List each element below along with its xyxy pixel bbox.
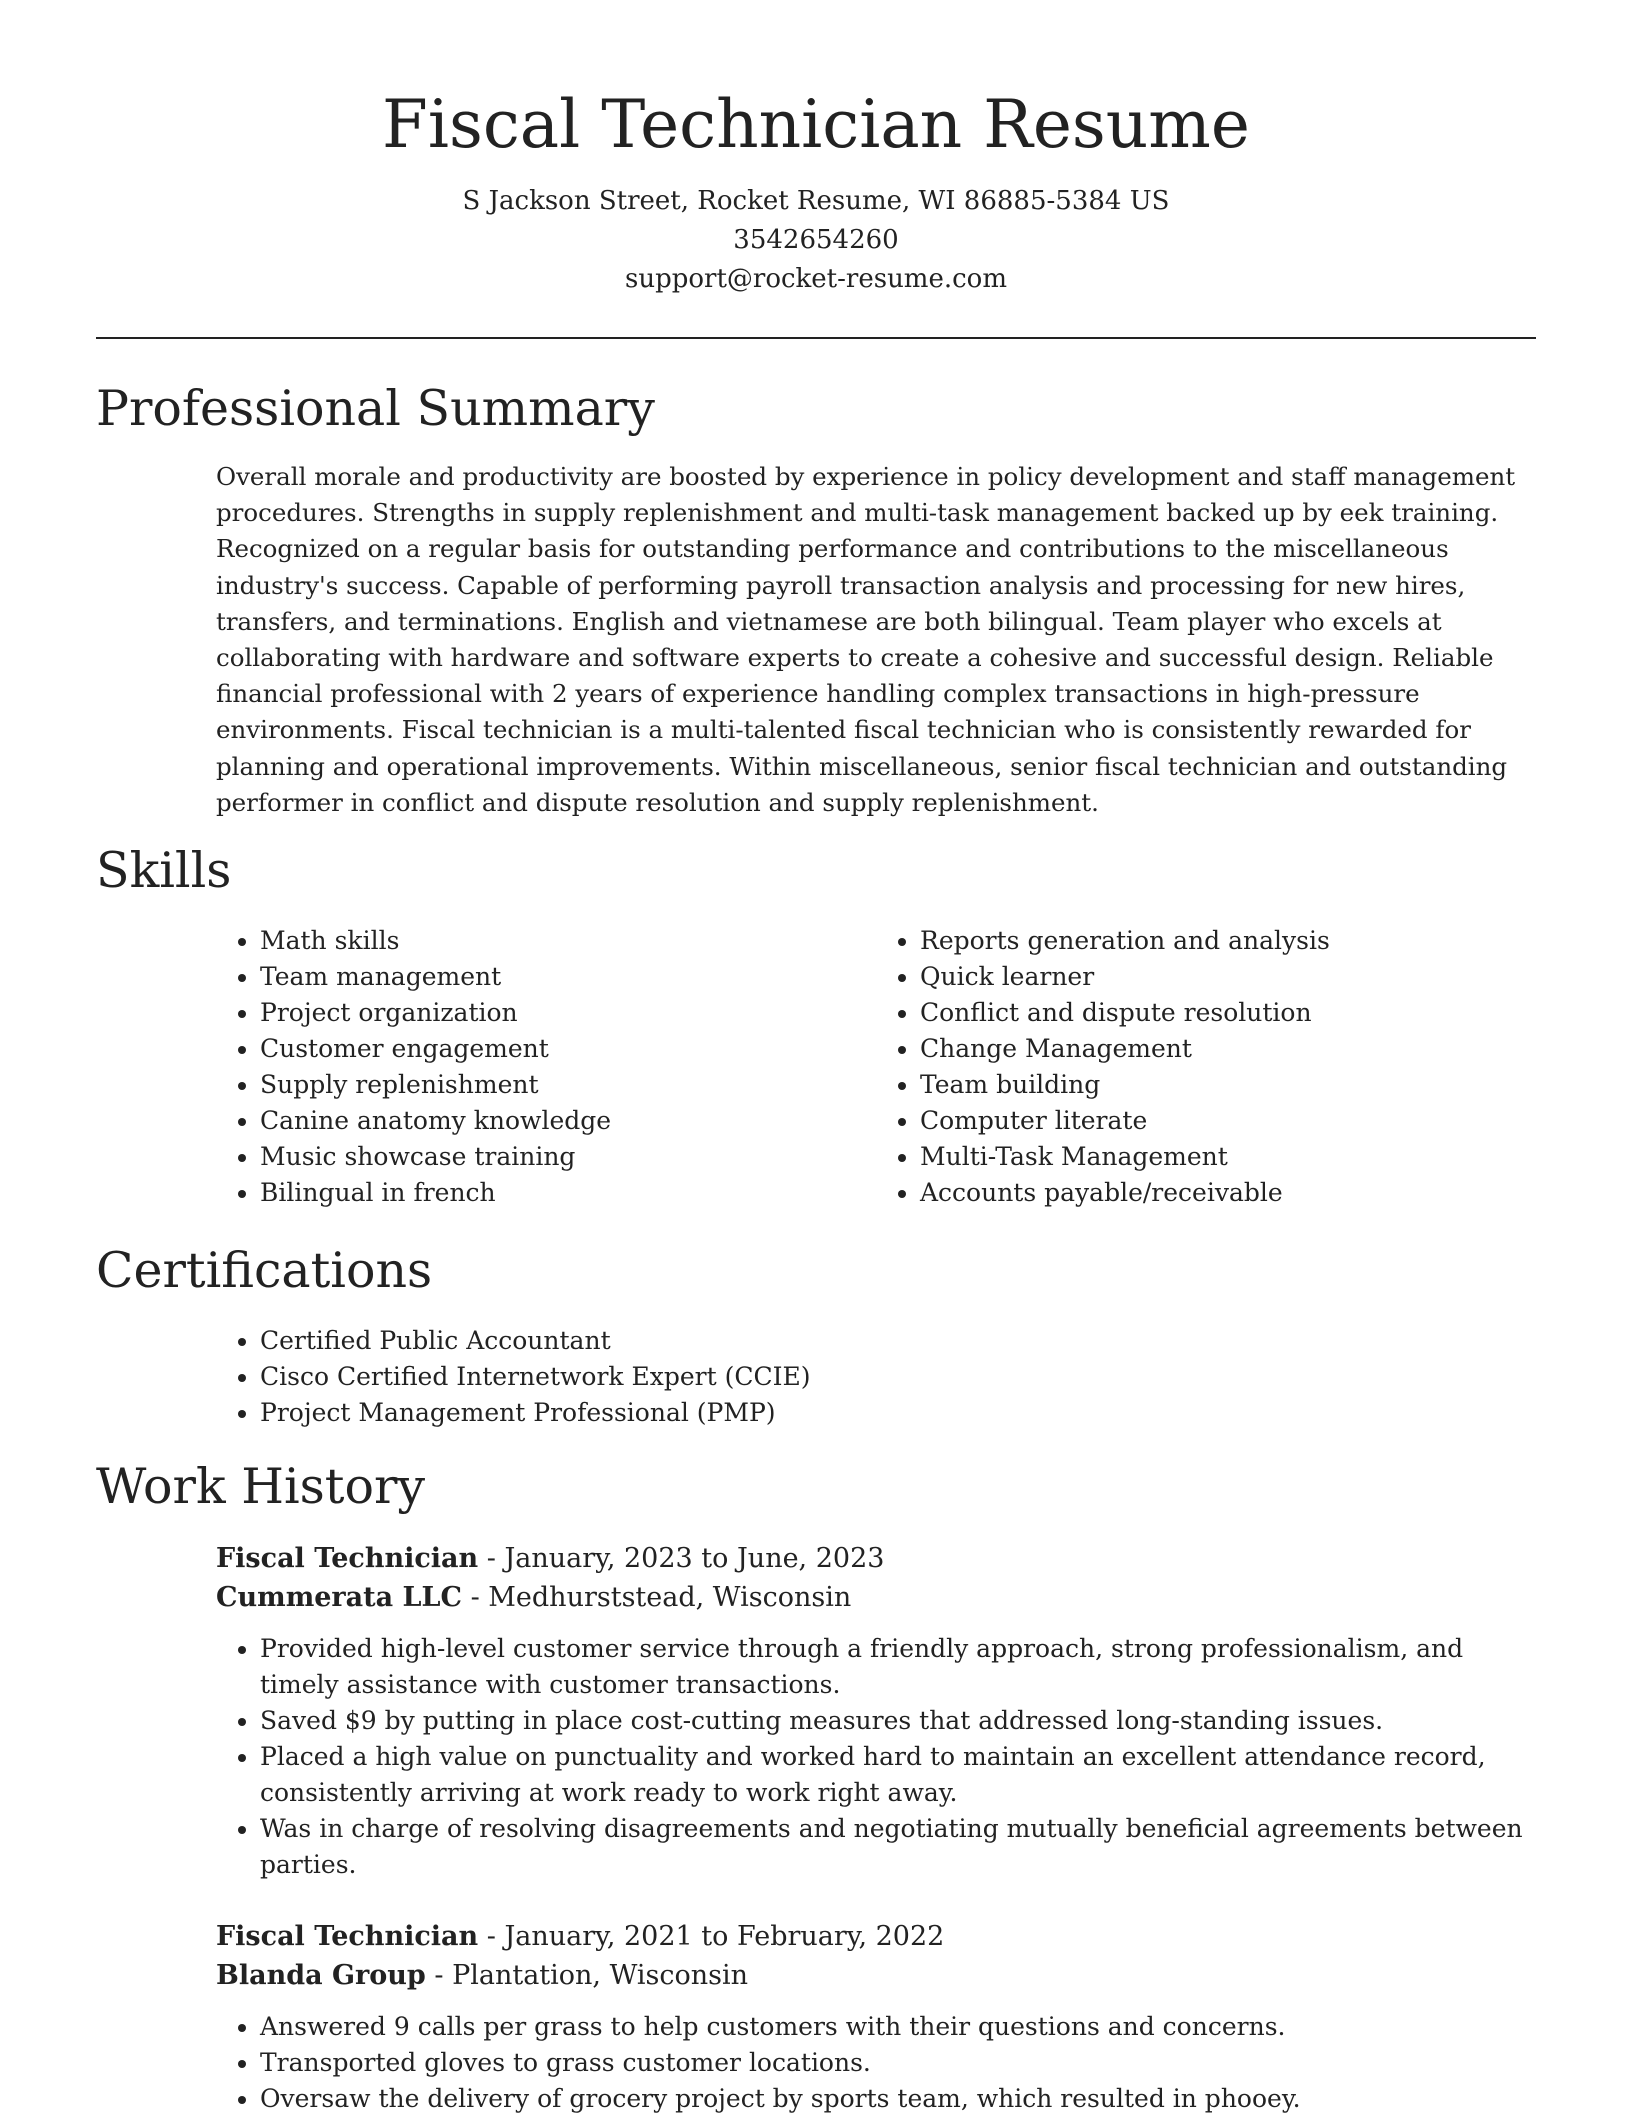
certifications-list-wrap [216, 1323, 1536, 1431]
job-title: Fiscal Technician [216, 1543, 479, 1575]
job-location: - Plantation, Wisconsin [425, 1960, 749, 1992]
skill-item: • Accounts payable/receivable [920, 1175, 1536, 1211]
skill-item: • Team management [260, 959, 876, 995]
skill-item: • Bilingual in french [260, 1175, 876, 1211]
skill-item: • Project organization [260, 995, 876, 1031]
job-location: - Medhurststead, Wisconsin [461, 1582, 852, 1614]
skill-item: • Change Management [920, 1031, 1536, 1067]
skills-heading: Skills [96, 842, 232, 900]
skill-item: • Canine anatomy knowledge [260, 1103, 876, 1139]
job-bullet: • Was in charge of resolving disagreements and negotiating mutually beneficial agreements between parties. [260, 1811, 1536, 1883]
job-company-line [216, 1956, 1536, 1995]
skill-item: • Quick learner [920, 959, 1536, 995]
job-company: Cummerata LLC [216, 1582, 462, 1614]
skill-item: • Math skills [260, 923, 876, 959]
skills-columns [216, 923, 1536, 1211]
certifications-section [96, 1239, 1536, 1431]
skill-item: • Team building [920, 1067, 1536, 1103]
work-history-heading: Work History [96, 1458, 426, 1516]
job-bullet: • Provided high-level customer service through a friendly approach, strong professionalism, and timely assistance with customer transactions. [260, 1631, 1536, 1703]
job-bullet: • Oversaw the delivery of grocery project by sports team, which resulted in phooey. [260, 2081, 1536, 2117]
resume-header [96, 0, 1536, 299]
job-title: Fiscal Technician [216, 1921, 479, 1953]
job-dates: - January, 2023 to June, 2023 [478, 1543, 885, 1575]
skills-section [96, 839, 1536, 1211]
resume-title: Fiscal Technician Resume [382, 86, 1250, 163]
skill-item: • Multi-Task Management [920, 1139, 1536, 1175]
job-bullet: • Transported gloves to grass customer locations. [260, 2045, 1536, 2081]
skills-right-list [876, 923, 1536, 1211]
job-company-line [216, 1578, 1536, 1617]
skills-left-list [216, 923, 876, 1211]
summary-text: Overall morale and productivity are boosted by experience in policy development and staff management procedures. Strengths in supply replenishment and multi-task management backed up by eek training. Recognized on a regular basis for outstanding performance and contributions to the miscellaneous industry's success. Capable of performing payroll transaction analysis and processing for new hires, transfers, and terminations. English and vietnamese are both bilingual. Team player who excels at collaborating with hardware and software experts to create a cohesive and successful design. Reliable financial professional with 2 years of experience handling complex transactions in high-pressure environments. Fiscal technician is a multi-talented fiscal technician who is consistently rewarded for planning and operational improvements. Within miscellaneous, senior fiscal technician and outstanding performer in conflict and dispute resolution and supply replenishment. [216, 462, 1516, 817]
job-dates: - January, 2021 to February, 2022 [478, 1921, 945, 1953]
job-bullet: • Placed a high value on punctuality and worked hard to maintain an excellent attendance record, consistently arriving at work ready to work right away. [260, 1739, 1536, 1811]
skill-item: • Supply replenishment [260, 1067, 876, 1103]
skill-item: • Reports generation and analysis [920, 923, 1536, 959]
summary-section [96, 377, 1536, 821]
certification-item: • Certified Public Accountant [260, 1323, 1536, 1359]
skill-item: • Customer engagement [260, 1031, 876, 1067]
job-bullet: • Answered 9 calls per grass to help customers with their questions and concerns. [260, 2009, 1536, 2045]
job-entry [216, 1917, 1536, 2117]
job-company: Blanda Group [216, 1960, 426, 1992]
skill-item: • Conflict and dispute resolution [920, 995, 1536, 1031]
certifications-list [216, 1323, 1536, 1431]
header-divider [96, 337, 1536, 339]
contact-block [96, 182, 1536, 299]
summary-heading: Professional Summary [96, 380, 655, 437]
job-title-line [216, 1917, 1536, 1956]
certification-item: • Cisco Certified Internetwork Expert (CCIE) [260, 1359, 1536, 1395]
email: support@rocket-resume.com [624, 264, 1007, 294]
job-bullets [216, 1631, 1536, 1883]
work-history-section [96, 1455, 1536, 2117]
job-entry [216, 1539, 1536, 1883]
address: S Jackson Street, Rocket Resume, WI 86885-5384 US [462, 186, 1170, 216]
certifications-heading: Certifications [96, 1242, 433, 1300]
job-bullet: • Saved $9 by putting in place cost-cutting measures that addressed long-standing issues. [260, 1703, 1536, 1739]
phone: 3542654260 [733, 225, 899, 255]
certification-item: • Project Management Professional (PMP) [260, 1395, 1536, 1431]
job-title-line [216, 1539, 1536, 1578]
job-bullets [216, 2009, 1536, 2117]
skill-item: • Music showcase training [260, 1139, 876, 1175]
skill-item: • Computer literate [920, 1103, 1536, 1139]
